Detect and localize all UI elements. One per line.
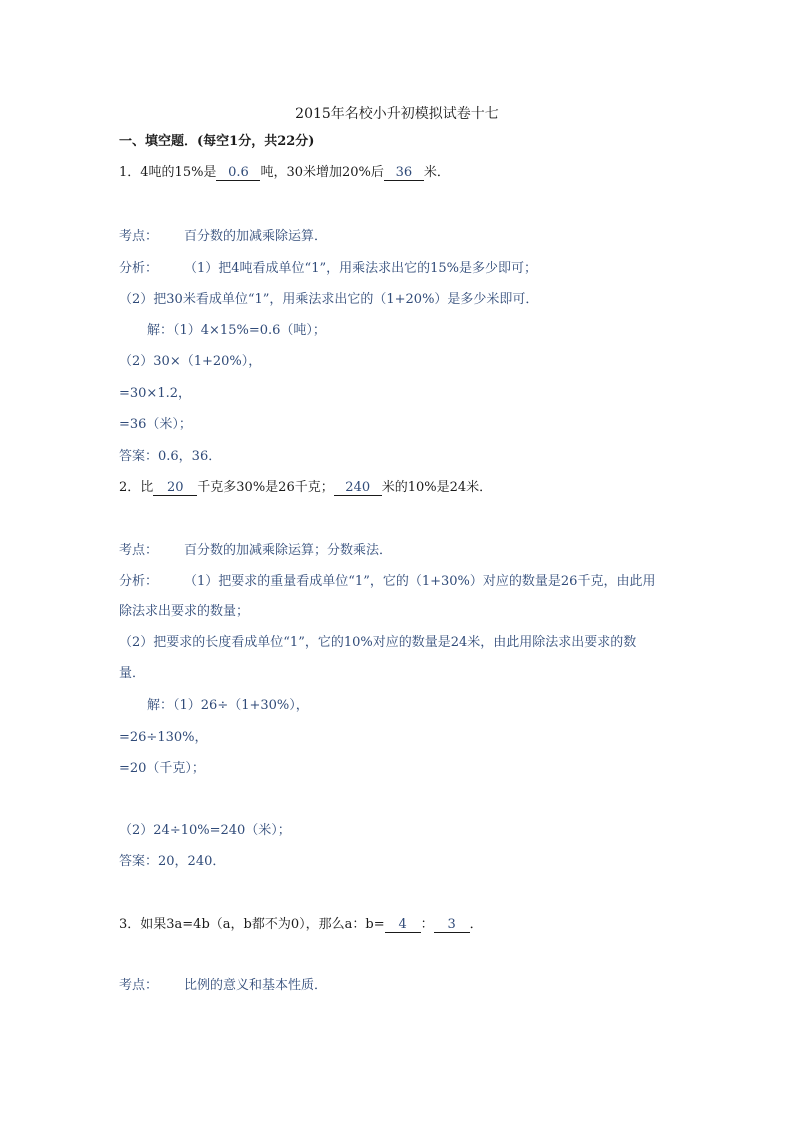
solution-text: 解：（1）26÷（1+30%）， (147, 698, 309, 713)
fenxi-label: 分析： (119, 574, 159, 589)
solution-text: =36（米）； (119, 417, 192, 432)
answer-text: 答案：20，240． (119, 854, 226, 869)
kaodian-line (119, 977, 327, 995)
fenxi-text: 除法求出要求的数量； (119, 604, 250, 619)
answer-blank: 3 (434, 917, 470, 933)
question-text: 千克多30%是26千克； (197, 480, 334, 495)
question-text: 米． (423, 165, 450, 180)
question-text: 3．如果3a=4b（a，b都不为0），那么a：b= (119, 917, 385, 932)
question-text: 1．4吨的15%是 (119, 165, 217, 180)
solution-text: =30×1.2， (119, 386, 192, 401)
question-text: 吨，30米增加20%后 (260, 165, 384, 180)
answer-blank: 240 (334, 480, 382, 496)
fenxi-label: 分析： (119, 261, 159, 276)
solution-text: （2）30×（1+20%）， (119, 354, 262, 369)
question-1 (119, 164, 450, 182)
fenxi-text: 量． (119, 666, 146, 681)
kaodian-label: 考点： (119, 978, 159, 993)
solution-text: =20（千克）； (119, 761, 205, 776)
solution-text: （2）24÷10%=240（米）； (119, 823, 291, 838)
solution-text: =26÷130%， (119, 730, 208, 745)
fenxi-text: （2）把要求的长度看成单位“1”，它的10%对应的数量是24米，由此用除法求出要求的数 (119, 635, 637, 650)
fenxi-text: （2）把30米看成单位“1”，用乘法求出它的（1+20%）是多少米即可． (119, 292, 539, 307)
question-2 (119, 479, 492, 497)
fenxi-text: （1）把要求的重量看成单位“1”，它的（1+30%）对应的数量是26千克，由此用 (184, 574, 656, 589)
question-text: 米的10%是24米． (381, 480, 493, 495)
kaodian-text: 比例的意义和基本性质． (184, 978, 328, 993)
fenxi-text: （1）把4吨看成单位“1”，用乘法求出它的15%是多少即可； (184, 261, 538, 276)
kaodian-line (119, 542, 392, 560)
section-heading: 一、填空题．(每空1分，共22分) (119, 134, 315, 149)
kaodian-text: 百分数的加减乘除运算；分数乘法． (184, 543, 393, 558)
solution-line (119, 322, 326, 340)
kaodian-label: 考点： (119, 543, 159, 558)
answer-blank: 0.6 (216, 165, 260, 181)
solution-line (119, 697, 309, 715)
answer-text: 答案：0.6，36． (119, 449, 222, 464)
page-title: 2015年名校小升初模拟试卷十七 (295, 106, 499, 122)
question-3 (119, 916, 483, 934)
fenxi-line (119, 260, 537, 278)
answer-blank: 36 (384, 165, 424, 181)
solution-text: 解：（1）4×15%=0.6（吨）； (147, 323, 326, 338)
fenxi-line (119, 573, 655, 591)
question-text: 2．比 (119, 480, 154, 495)
kaodian-label: 考点： (119, 229, 159, 244)
kaodian-line (119, 228, 327, 246)
question-text: ： (420, 917, 434, 932)
answer-blank: 20 (153, 480, 197, 496)
kaodian-text: 百分数的加减乘除运算． (184, 229, 328, 244)
answer-blank: 4 (385, 917, 421, 933)
question-text: ． (469, 917, 483, 932)
